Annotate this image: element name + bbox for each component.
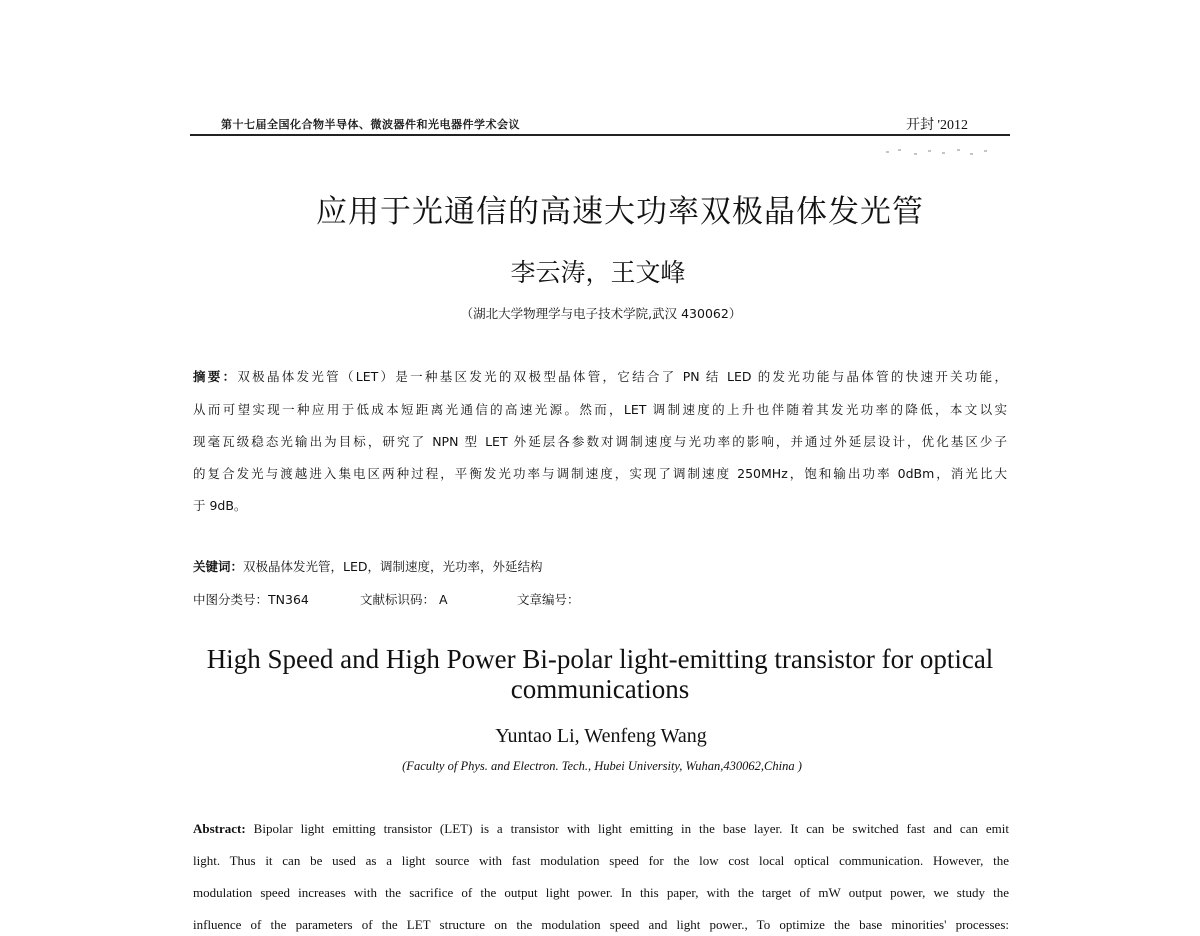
abstract-zh-line: 现毫瓦级稳态光输出为目标，研究了 NPN 型 LET 外延层各参数对调制速度与光功率的影响，并通过外延层设计，优化基区少子 [193, 434, 1007, 449]
keywords-zh-label: 关键词： [193, 559, 244, 574]
affiliation-en: (Faculty of Phys. and Electron. Tech., Hubei University, Wuhan,430062,China ) [402, 759, 802, 773]
document-code: 文献标识码： A [360, 592, 448, 607]
paper-title-zh: 应用于光通信的高速大功率双极晶体发光管 [316, 194, 924, 230]
authors-zh: 李云涛，王文峰 [510, 258, 686, 287]
keywords-zh [193, 557, 543, 575]
keywords-zh-text: 双极晶体发光管，LED，调制速度，光功率，外延结构 [243, 559, 543, 574]
abstract-en-line: modulation speed increases with the sacrifice of the output light power. In this paper, with the target of mW output power, we study the [193, 885, 1009, 900]
abstract-zh-line: 从而可望实现一种应用于低成本短距离光通信的高速光源。然而，LET 调制速度的上升也伴随着其发光功率的降低，本文以实 [193, 402, 1007, 417]
paper-title-en: High Speed and High Power Bi-polar light-emitting transistor for optical communications [206, 644, 994, 704]
abstract-zh-label: 摘要： [193, 369, 238, 384]
affiliation-zh: （湖北大学物理学与电子技术学院,武汉 430062） [460, 306, 742, 321]
abstract-en-line: influence of the parameters of the LET structure on the modulation speed and light power., To optimize the base minorities' processes: [193, 917, 1009, 932]
abstract-zh-line: 于 9dB。 [193, 498, 247, 513]
conference-header: 第十七届全国化合物半导体、微波器件和光电器件学术会议 [221, 118, 520, 131]
abstract-zh-line: 的复合发光与渡越进入集电区两种过程，平衡发光功率与调制速度，实现了调制速度 250MHz，饱和输出功率 0dBm，消光比大 [193, 466, 1007, 481]
abstract-en-label: Abstract: [193, 821, 246, 836]
location-year: 开封 '2012 [906, 118, 969, 133]
clc-number: 中图分类号：TN364 [193, 592, 309, 607]
article-number: 文章编号： [517, 592, 580, 607]
authors-en: Yuntao Li, Wenfeng Wang [495, 725, 707, 747]
abstract-en-line: Abstract: Bipolar light emitting transistor (LET) is a transistor with light emitting in the base layer. It can be switched fast and can emit [193, 821, 1010, 836]
abstract-zh-line: 摘要：双极晶体发光管（LET）是一种基区发光的双极型晶体管，它结合了 PN 结 LED 的发光功能与晶体管的快速开关功能， [193, 369, 1007, 384]
header-rule [190, 134, 1010, 136]
scan-artifact-marks [884, 147, 994, 157]
abstract-en-line: light. Thus it can be used as a light source with fast modulation speed for the low cost local optical communication. However, the [193, 853, 1009, 868]
